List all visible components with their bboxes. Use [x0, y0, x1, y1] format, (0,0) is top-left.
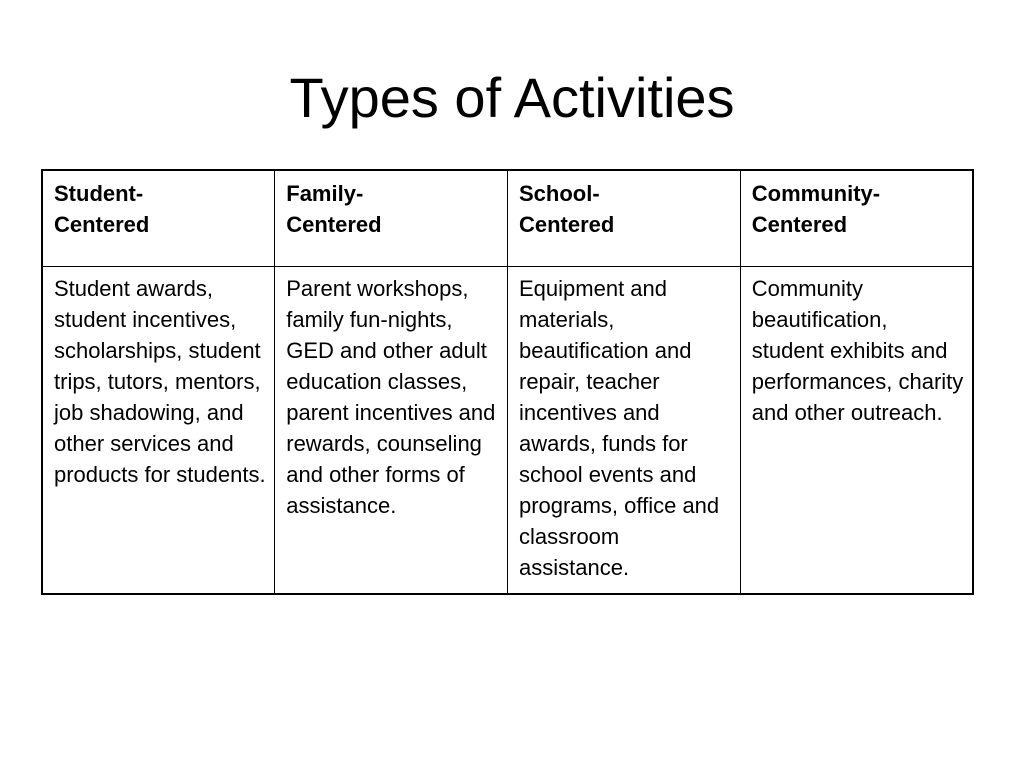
cell-student-centered: Student awards, student incentives, scholarships, student trips, tutors, mentors, job shadowing, and other services and products for students. [42, 266, 275, 594]
cell-family-centered: Parent workshops, family fun-nights, GED and other adult education classes, parent incentives and rewards, counseling and other forms of assistance. [275, 266, 508, 594]
table-body [42, 266, 973, 594]
slide-title: Types of Activities [289, 66, 735, 129]
cell-school-centered: Equipment and materials, beautification and repair, teacher incentives and awards, funds for school events and programs, office and classroom assistance. [508, 266, 741, 594]
header-family-centered: Family- Centered [275, 170, 508, 266]
activities-table [41, 169, 974, 595]
header-row [42, 170, 973, 266]
header-student-centered: Student- Centered [42, 170, 275, 266]
header-school-centered: School- Centered [508, 170, 741, 266]
header-community-centered: Community- Centered [740, 170, 973, 266]
cell-community-centered: Community beautification, student exhibits and performances, charity and other outreach. [740, 266, 973, 594]
table-header [42, 170, 973, 266]
table-row [42, 266, 973, 594]
